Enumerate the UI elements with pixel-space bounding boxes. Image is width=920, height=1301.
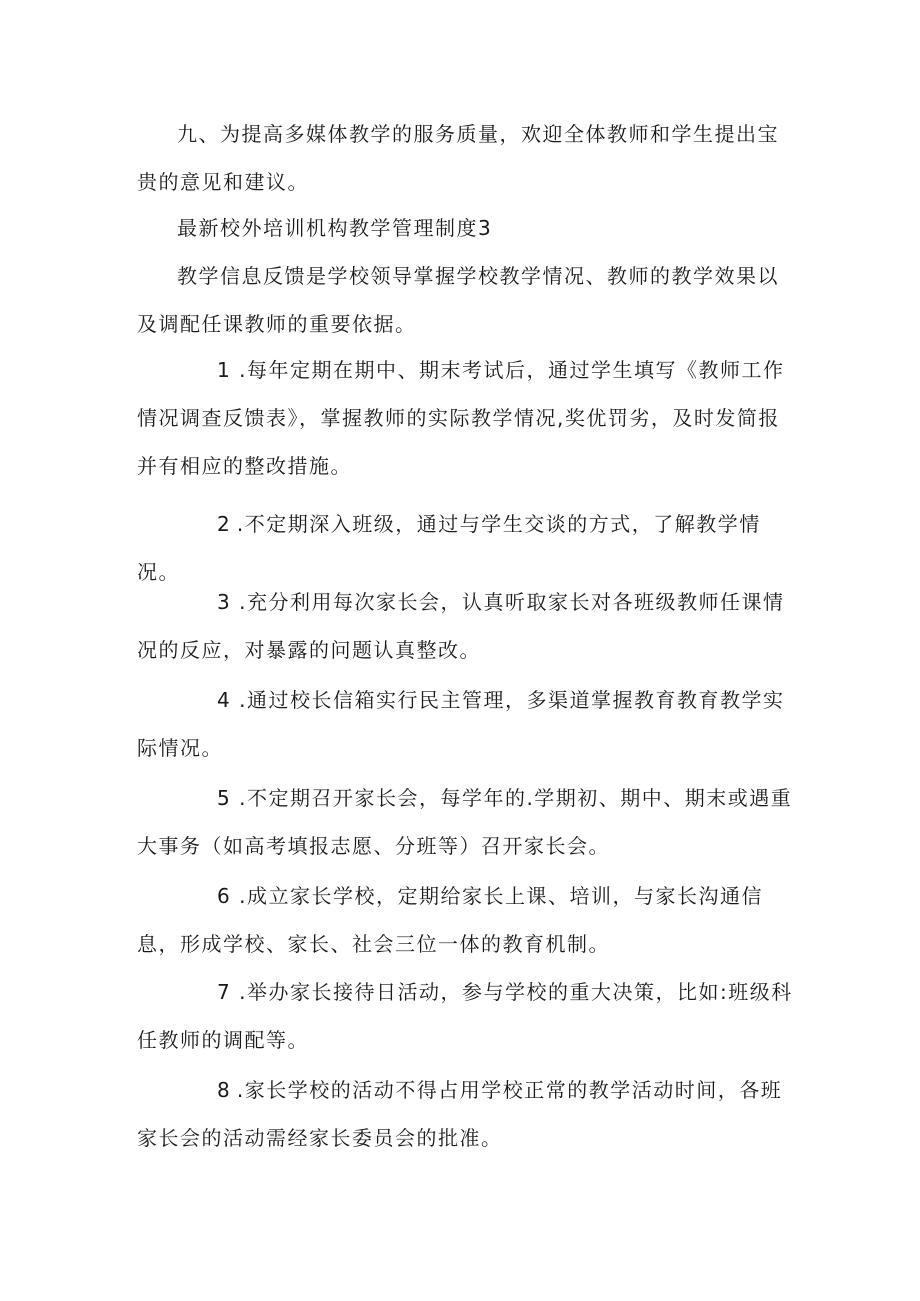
item-number: 2 xyxy=(217,512,232,536)
list-item-1 xyxy=(137,346,797,490)
item-number: 1 xyxy=(217,358,232,382)
item-text: .举办家长接待日活动，参与学校的重大决策，比如:班级科任教师的调配等。 xyxy=(137,980,793,1052)
paragraph-9: 九、为提高多媒体教学的服务质量，欢迎全体教师和学生提出宝贵的意见和建议。 xyxy=(137,122,779,194)
item-text: .家长学校的活动不得占用学校正常的教学活动时间，各班家长会的活动需经家长委员会的批准。 xyxy=(137,1078,783,1150)
item-text: .不定期深入班级，通过与学生交谈的方式，了解教学情况。 xyxy=(137,512,761,584)
item-number: 5 xyxy=(217,786,232,810)
section-heading: 最新校外培训机构教学管理制度3 xyxy=(177,216,493,240)
intro-paragraph: 教学信息反馈是学校领导掌握学校教学情况、教师的教学效果以及调配任课教师的重要依据。 xyxy=(137,264,779,336)
item-number: 8 xyxy=(217,1078,232,1102)
list-item-6 xyxy=(137,872,797,968)
item-text: .每年定期在期中、期末考试后，通过学生填写《教师工作情况调查反馈表》，掌握教师的实际教学情况,奖优罚劣，及时发简报并有相应的整改措施。 xyxy=(137,358,785,478)
item-number: 7 xyxy=(217,980,232,1004)
list-item-7 xyxy=(137,968,797,1064)
item-number: 4 xyxy=(217,688,232,712)
list-item-5 xyxy=(137,774,797,870)
item-text: .不定期召开家长会，每学年的.学期初、期中、期末或遇重大事务（如高考填报志愿、分班等）召开家长会。 xyxy=(137,786,793,858)
list-item-3 xyxy=(137,578,797,674)
item-text: .通过校长信箱实行民主管理，多渠道掌握教育教育教学实际情况。 xyxy=(137,688,785,760)
item-text: .成立家长学校，定期给家长上课、培训，与家长沟通信息，形成学校、家长、社会三位一体的教育机制。 xyxy=(137,884,763,956)
item-number: 3 xyxy=(217,590,232,614)
item-number: 6 xyxy=(217,884,232,908)
list-item-8 xyxy=(137,1066,797,1162)
item-text: .充分利用每次家长会，认真听取家长对各班级教师任课情况的反应，对暴露的问题认真整改。 xyxy=(137,590,785,662)
list-item-4 xyxy=(137,676,797,772)
